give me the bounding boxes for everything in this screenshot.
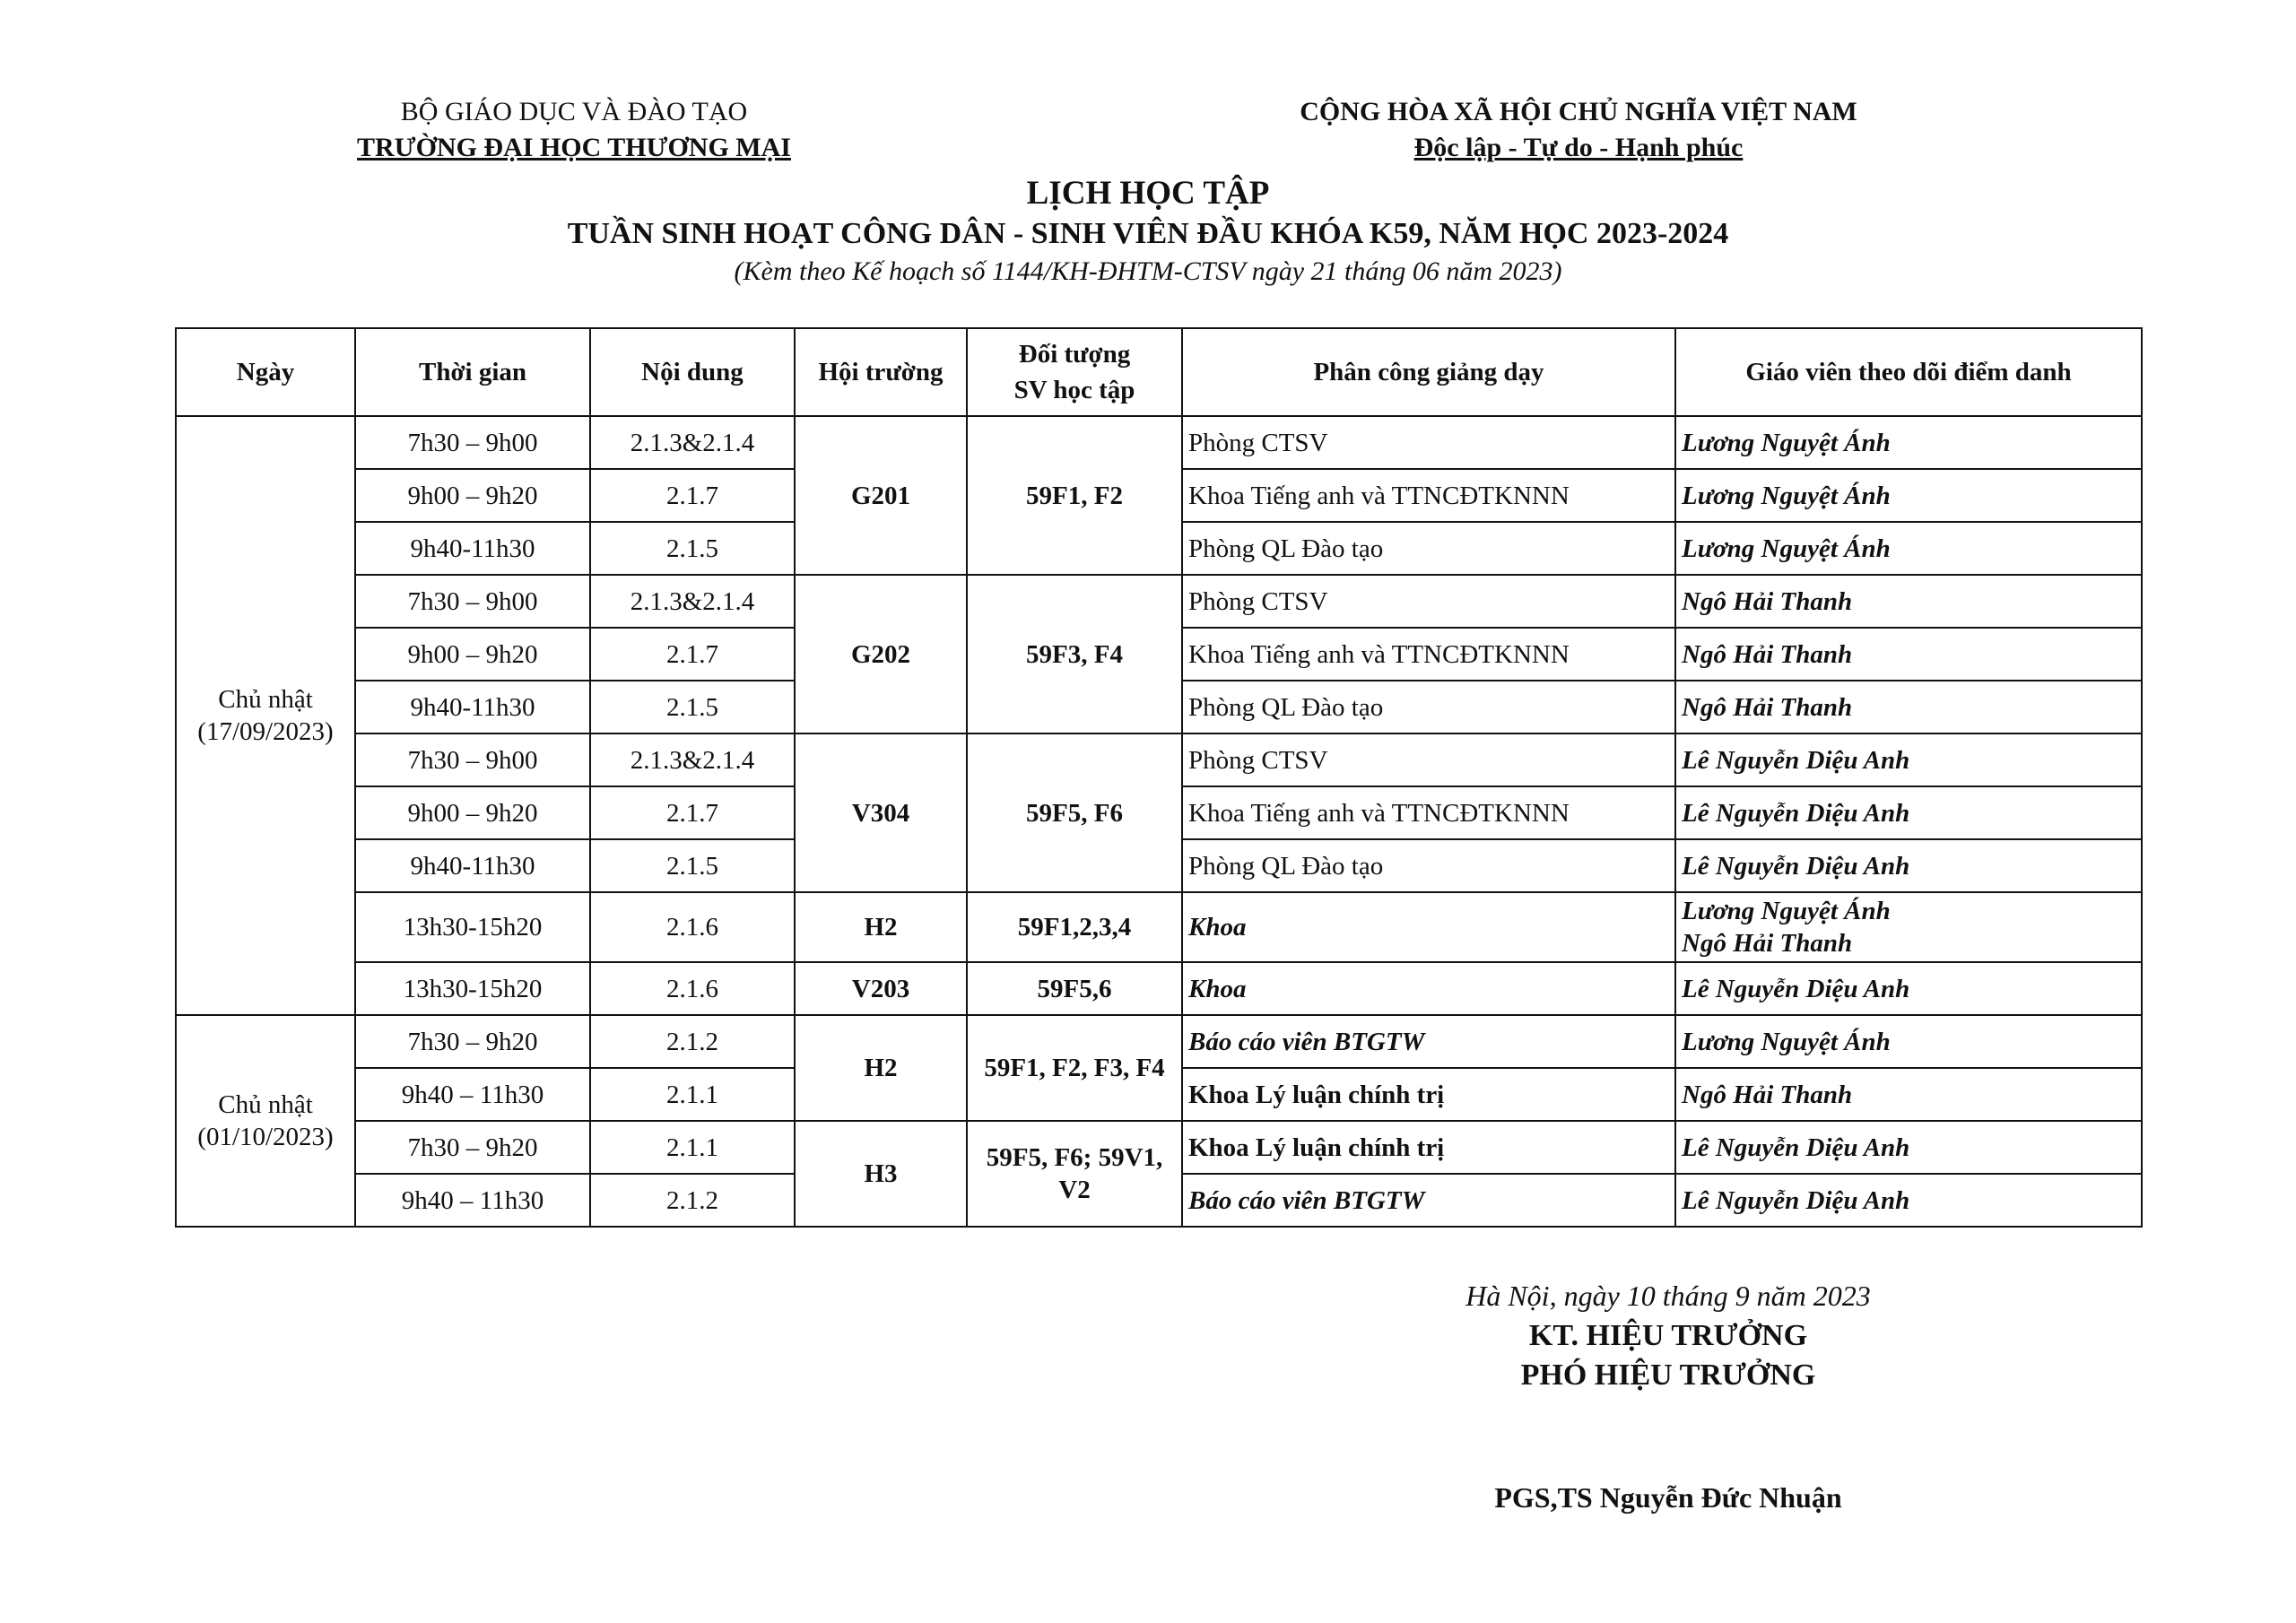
teacher-cell: Lương Nguyệt Ánh Ngô Hải Thanh [1675, 892, 2142, 962]
time-cell: 9h40 – 11h30 [355, 1068, 590, 1121]
assignment-cell: Khoa Lý luận chính trị [1182, 1121, 1675, 1174]
signer-name: PGS,TS Nguyễn Đức Nhuận [1494, 1481, 1842, 1514]
teacher-cell: Lê Nguyễn Diệu Anh [1675, 1174, 2142, 1227]
assignment-cell: Khoa [1182, 962, 1675, 1015]
table-row [176, 575, 2142, 628]
assignment-cell: Khoa Tiếng anh và TTNCĐTKNNN [1182, 628, 1675, 681]
time-cell: 13h30-15h20 [355, 962, 590, 1015]
time-cell: 7h30 – 9h00 [355, 733, 590, 786]
content-cell: 2.1.5 [590, 681, 795, 733]
assignment-cell: Báo cáo viên BTGTW [1182, 1015, 1675, 1068]
table-row [176, 1015, 2142, 1068]
signer-role-2: PHÓ HIỆU TRƯỞNG [1520, 1358, 1816, 1392]
country-name: CỘNG HÒA XÃ HỘI CHỦ NGHĨA VIỆT NAM [1300, 97, 1857, 126]
hall-cell: H3 [795, 1121, 967, 1227]
assignment-cell: Khoa [1182, 892, 1675, 962]
target-cell: 59F1,2,3,4 [967, 892, 1182, 962]
hall-cell: V304 [795, 733, 967, 892]
content-cell: 2.1.1 [590, 1121, 795, 1174]
table-header-row [176, 328, 2142, 416]
document-title [359, 173, 1937, 290]
assignment-cell: Báo cáo viên BTGTW [1182, 1174, 1675, 1227]
hall-cell: H2 [795, 1015, 967, 1121]
content-cell: 2.1.5 [590, 839, 795, 892]
title-sub: TUẦN SINH HOẠT CÔNG DÂN - SINH VIÊN ĐẦU KHÓA K59, NĂM HỌC 2023-2024 [567, 217, 1729, 250]
signer-role-1: KT. HIỆU TRƯỞNG [1528, 1319, 1808, 1352]
header-content: Nội dung [590, 328, 795, 416]
header-hall: Hội trường [795, 328, 967, 416]
time-cell: 7h30 – 9h20 [355, 1121, 590, 1174]
teacher-cell: Lê Nguyễn Diệu Anh [1675, 733, 2142, 786]
assignment-cell: Khoa Tiếng anh và TTNCĐTKNNN [1182, 469, 1675, 522]
teacher-cell: Lương Nguyệt Ánh [1675, 469, 2142, 522]
time-cell: 13h30-15h20 [355, 892, 590, 962]
teacher-cell: Lương Nguyệt Ánh [1675, 1015, 2142, 1068]
header-day: Ngày [176, 328, 355, 416]
assignment-cell: Khoa Tiếng anh và TTNCĐTKNNN [1182, 786, 1675, 839]
hall-cell: G201 [795, 416, 967, 575]
hall-cell: H2 [795, 892, 967, 962]
university-name: TRƯỜNG ĐẠI HỌC THƯƠNG MẠI [357, 133, 791, 162]
teacher-cell: Lê Nguyễn Diệu Anh [1675, 839, 2142, 892]
assignment-cell: Phòng QL Đào tạo [1182, 522, 1675, 575]
target-cell: 59F5,6 [967, 962, 1182, 1015]
table-row [176, 962, 2142, 1015]
header-target: Đối tượng SV học tập [967, 328, 1182, 416]
signing-date: Hà Nội, ngày 10 tháng 9 năm 2023 [1465, 1280, 1871, 1312]
time-cell: 9h00 – 9h20 [355, 628, 590, 681]
header-time: Thời gian [355, 328, 590, 416]
table-row [176, 892, 2142, 962]
time-cell: 7h30 – 9h00 [355, 416, 590, 469]
time-cell: 9h40-11h30 [355, 522, 590, 575]
time-cell: 7h30 – 9h20 [355, 1015, 590, 1068]
ministry-name: BỘ GIÁO DỤC VÀ ĐÀO TẠO [400, 97, 748, 126]
assignment-cell: Phòng CTSV [1182, 733, 1675, 786]
target-cell: 59F1, F2, F3, F4 [967, 1015, 1182, 1121]
content-cell: 2.1.1 [590, 1068, 795, 1121]
time-cell: 9h40-11h30 [355, 839, 590, 892]
content-cell: 2.1.2 [590, 1015, 795, 1068]
content-cell: 2.1.3&2.1.4 [590, 575, 795, 628]
teacher-cell: Lê Nguyễn Diệu Anh [1675, 1121, 2142, 1174]
content-cell: 2.1.6 [590, 962, 795, 1015]
teacher-cell: Lê Nguyễn Diệu Anh [1675, 962, 2142, 1015]
content-cell: 2.1.3&2.1.4 [590, 416, 795, 469]
time-cell: 9h00 – 9h20 [355, 786, 590, 839]
assignment-cell: Phòng QL Đào tạo [1182, 839, 1675, 892]
content-cell: 2.1.7 [590, 628, 795, 681]
content-cell: 2.1.5 [590, 522, 795, 575]
assignment-cell: Khoa Lý luận chính trị [1182, 1068, 1675, 1121]
national-motto: Độc lập - Tự do - Hạnh phúc [1413, 133, 1744, 162]
teacher-cell: Lương Nguyệt Ánh [1675, 522, 2142, 575]
content-cell: 2.1.6 [590, 892, 795, 962]
table-row [176, 733, 2142, 786]
ministry-header [291, 94, 857, 166]
time-cell: 9h40 – 11h30 [355, 1174, 590, 1227]
schedule-table [175, 327, 2143, 1228]
title-reference: (Kèm theo Kế hoạch số 1144/KH-ĐHTM-CTSV ngày 21 tháng 06 năm 2023) [734, 256, 1562, 286]
target-cell: 59F1, F2 [967, 416, 1182, 575]
signature-block [1345, 1275, 1991, 1395]
teacher-cell: Ngô Hải Thanh [1675, 681, 2142, 733]
target-cell: 59F5, F6; 59V1, V2 [967, 1121, 1182, 1227]
table-row [176, 1121, 2142, 1174]
hall-cell: V203 [795, 962, 967, 1015]
hall-cell: G202 [795, 575, 967, 733]
content-cell: 2.1.3&2.1.4 [590, 733, 795, 786]
title-main: LỊCH HỌC TẬP [1026, 175, 1270, 212]
target-cell: 59F3, F4 [967, 575, 1182, 733]
teacher-cell: Lương Nguyệt Ánh [1675, 416, 2142, 469]
teacher-cell: Ngô Hải Thanh [1675, 1068, 2142, 1121]
content-cell: 2.1.7 [590, 469, 795, 522]
assignment-cell: Phòng CTSV [1182, 575, 1675, 628]
header-assignment: Phân công giảng dạy [1182, 328, 1675, 416]
teacher-cell: Ngô Hải Thanh [1675, 575, 2142, 628]
assignment-cell: Phòng CTSV [1182, 416, 1675, 469]
time-cell: 9h00 – 9h20 [355, 469, 590, 522]
teacher-cell: Ngô Hải Thanh [1675, 628, 2142, 681]
national-header [1206, 94, 1951, 166]
teacher-cell: Lê Nguyễn Diệu Anh [1675, 786, 2142, 839]
target-cell: 59F5, F6 [967, 733, 1182, 892]
content-cell: 2.1.2 [590, 1174, 795, 1227]
assignment-cell: Phòng QL Đào tạo [1182, 681, 1675, 733]
day-cell: Chủ nhật (17/09/2023) [176, 416, 355, 1015]
day-cell: Chủ nhật (01/10/2023) [176, 1015, 355, 1227]
content-cell: 2.1.7 [590, 786, 795, 839]
time-cell: 7h30 – 9h00 [355, 575, 590, 628]
time-cell: 9h40-11h30 [355, 681, 590, 733]
header-teacher: Giáo viên theo dõi điểm danh [1675, 328, 2142, 416]
table-row [176, 416, 2142, 469]
